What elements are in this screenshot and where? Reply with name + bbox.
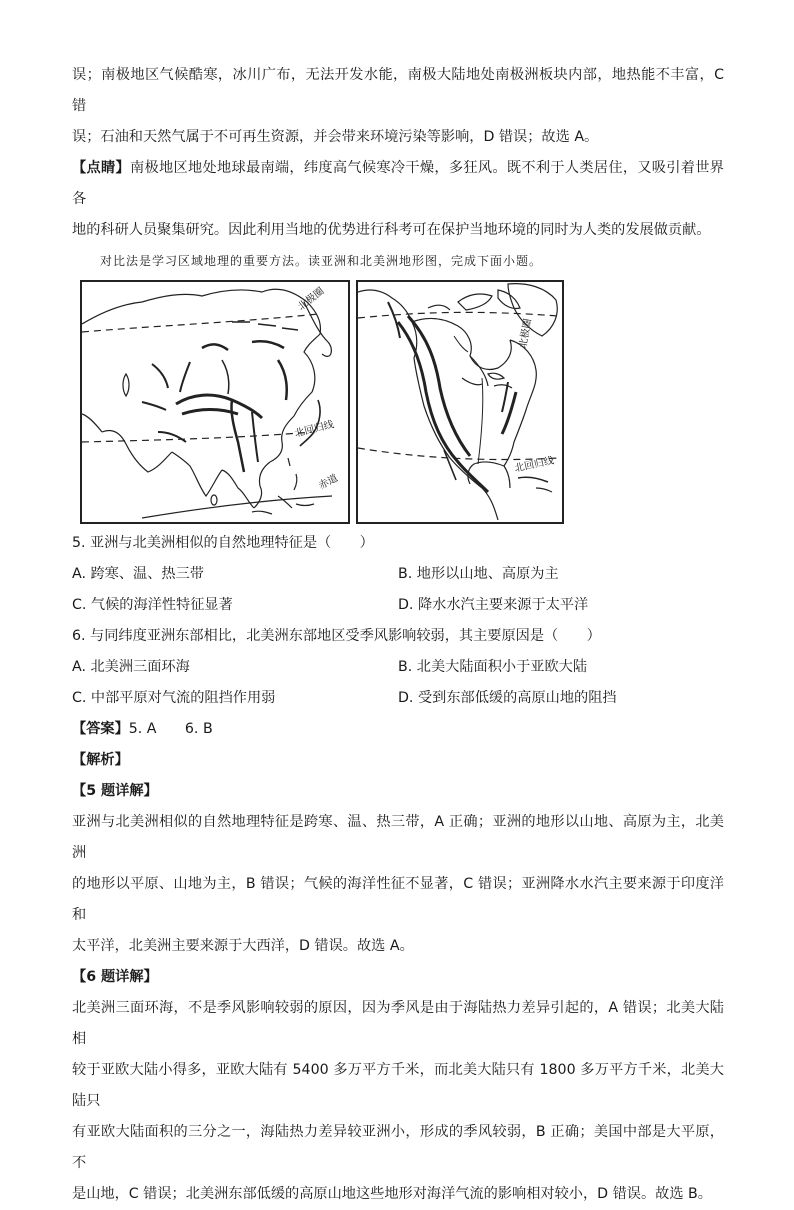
detail-5-line: 太平洋，北美洲主要来源于大西洋，D 错误。故选 A。 [72,938,414,954]
na-arctic-label: 北极圈 [517,317,534,350]
asia-tropic-label: 北回归线 [293,419,336,440]
asia-arctic-label: 北极圈 [296,285,327,313]
asia-map [80,280,350,524]
detail-6-title: 【6 题详解】 [72,969,158,985]
dianjing-text: 南极地区地处地球最南端，纬度高气候寒冷干燥，多狂风。既不利于人类居住，又吸引着世界各 [72,160,724,207]
detail-6-line: 北美洲三面环海，不是季风影响较弱的原因，因为季风是由于海陆热力差异引起的，A 错误；北美大陆相 [72,1000,724,1047]
asia-equator-label: 赤道 [317,472,340,492]
question-5-options-row1 [72,559,724,590]
question-6-stem: 6. 与同纬度亚洲东部相比，北美洲东部地区受季风影响较弱，其主要原因是（ ） [72,628,601,644]
detail-5-title: 【5 题详解】 [72,783,158,799]
north-america-map [356,280,564,524]
q5-option-c: C. 气候的海洋性特征显著 [72,597,233,613]
q5-option-d: D. 降水水汽主要来源于太平洋 [398,597,589,613]
text-line: 误；石油和天然气属于不可再生资源，并会带来环境污染等影响，D 错误；故选 A。 [72,129,599,145]
answer-title: 【答案】 [72,721,129,737]
detail-5-line: 的地形以平原、山地为主，B 错误；气候的海洋性征不显著，C 错误；亚洲降水水汽主要来源于印度洋和 [72,876,724,923]
answer-text: 5. A 6. B [128,721,213,737]
detail-5-line: 亚洲与北美洲相似的自然地理特征是跨寒、温、热三带，A 正确；亚洲的地形以山地、高原为主，北美洲 [72,814,724,861]
question-5-stem: 5. 亚洲与北美洲相似的自然地理特征是（ ） [72,535,374,551]
text-line: 误；南极地区气候酷寒，冰川广布，无法开发水能，南极大陆地处南极洲板块内部，地热能不丰富，C 错 [72,67,724,114]
question-6-options-row2 [72,683,724,714]
text-line: 地的科研人员聚集研究。因此利用当地的优势进行科考可在保护当地环境的同时为人类的发展做贡献。 [72,222,711,238]
q5-option-a: A. 跨寒、温、热三带 [72,566,204,582]
q5-option-b: B. 地形以山地、高原为主 [398,566,559,582]
maps-figure [72,280,724,528]
q6-option-b: B. 北美大陆面积小于亚欧大陆 [398,659,588,675]
question-6-options-row1 [72,652,724,683]
analysis-title: 【解析】 [72,752,129,768]
detail-6-line: 是山地，C 错误；北美洲东部低缓的高原山地这些地形对海洋气流的影响相对较小，D 错误。故选 B。 [72,1186,712,1202]
answer-line [72,714,724,745]
detail-6-line: 较于亚欧大陆小得多，亚欧大陆有 5400 多万平方千米，而北美大陆只有 1800 多万平方千米，北美大陆只 [72,1062,724,1109]
q6-option-d: D. 受到东部低缓的高原山地的阻挡 [398,690,617,706]
dianjing-paragraph [72,153,724,215]
detail-6-line: 有亚欧大陆面积的三分之一，海陆热力差异较亚洲小，形成的季风较弱，B 正确；美国中部是大平原，不 [72,1124,724,1171]
na-tropic-label: 北回归线 [513,455,555,475]
q6-option-c: C. 中部平原对气流的阻挡作用弱 [72,690,276,706]
question-5-options-row2 [72,590,724,621]
question-intro: 对比法是学习区域地理的重要方法。读亚洲和北美洲地形图，完成下面小题。 [100,254,543,268]
q6-option-a: A. 北美洲三面环海 [72,659,190,675]
document-page [72,60,724,1210]
dianjing-title: 【点睛】 [72,160,130,176]
